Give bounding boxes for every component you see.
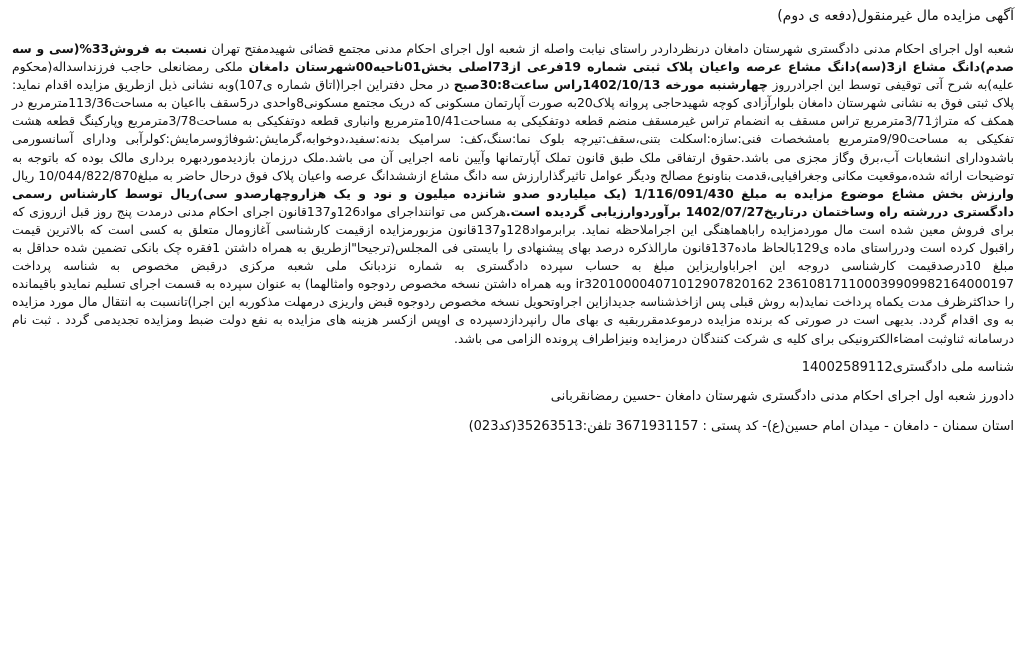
body-auction-date: چهارشنبه مورخه 1402/10/13راس ساعت30:8صبح [453,77,768,93]
body-owner: ملکی رمضانعلی حاجب فرزنداسداله(محکوم علیه)به شرح آتی توقیفی توسط این اجرادرروز [12,59,1014,93]
body-conditions: هرکس می تواننداجرای مواد126و137قانون اجرای احکام مدنی درمدت پنج روز قبل ازروزی که برای فروش معین شده است مال موردمزایده راباهماهنگی این اجراملاحظه نماید. برابرمواد128و137قانون مزبورمزایده ازقیمت کارشناسی آغازومال متعلق به کسی است که بالاترین قیمت راقبول کرده است ودرراستای ماده ی129بالحاظ ماده137قانون مارالذکره درصد بهای پیشنهادی را بایستی فی المجلس(ترجیحا"ازطریق به همراه داشتن 1فقره چک بانکی تضمین شده حداقل به مبلغ 10درصدقیمت کارشناسی دروجه این اجراباواریزاین مبلغ به حساب سپرده دادگستری به شماره نزدبانک ملی شعبه مرکزی درقبض مخصوص به شناسه پرداخت 236108171100039909982164000197 ir320100004071012907820162 وبه همراه داشتن نسخه مخصوص ردوجوه وامثالهما) به عنوان سپرده به قسمت اجرای تسلیم نمایدو باقیمانده را حداکثرظرف مدت یکماه پرداخت نماید(به روش قبلی پس ازاخذشناسه جدیدازاین اجراوتحویل نسخه مخصوص ردوجوه قبض واریزی درمهلت مذکوربه این اجرا)تانسبت به انتقال مال مورد مزایده به وی اقدام گردد. بدیهی است در صورتی که برنده مزایده درموعدمقرربقیه ی بهای مال رانپردازدسپرده ی اوپس ازکسر هزینه های مزایده به نفع دولت ضبط ومزایده تجدیدمی گردد . ثبت نام درسامانه ثناوثبت امضاءالکترونیکی برای کلیه ی شرکت کنندگان درمزایده ونیزاطراف پرونده الزامی می باشد. [12,203,1014,346]
body-share-description: نسبت به فروش33%(سی و سه صدم)دانگ مشاع از3(سه)دانگ مشاع عرصه واعیان پلاک ثبتی شماره 19فرعی از73اصلی بخش01ناحیه00شهرستان دامغان [12,41,1014,75]
body-property-details: در محل دفتراین اجرا(اتاق شماره ی107)وبه نشانی ذیل ازطریق مزایده اقدام نماید: پلاک ثبتی فوق به نشانی شهرستان دامغان بلوارآزادی کوچه شهیدحاجی پروانه پلاک20به صورت آپارتمان مسکونی که دریک مجتمع مسکونی8واحدی در5سقف بااعیان به مساحت113/36مترمربع در همکف که متراژ3/71مترمربع تراس مسقف به انضمام تراس غیرمسقف منضم قطعه دوتفکیکی به مساحت10/41مترمربع وانباری قطعه دوتفکیکی به مساحت3/78مترمربع وپارکینگ قطعه هشت تفکیکی به مساحت9/90مترمربع بامشخصات فنی:سازه:اسکلت بتنی،سقف:تیرچه بلوک نما:سنگ،کف: سرامیک بدنه:سفید،دوخوابه،گرمایش:شوفاژوسرمایش:کولرآبی ودارای آسانسورمی باشدودارای انشعابات آب،برق وگاز مجزی می باشد.حقوق ارتفاقی ملک طبق قانون تملک آپارتمانها وآیین نامه اجرایی آن می باشد.ملک درزمان بازدیدموردبهره برداری مالک بوده که باتوجه به توضیحات ارائه شده،موقعیت مکانی وجغرافیایی،قدمت بناونوع مصالح ودیگر عوامل تاثیرگذارارزش سه دانگ مشاع ازششدانگ عرصه واعیان پلاک فوق درحال حاضر به مبلغ10/044/822/870 ریال [12,77,1015,183]
address-line: استان سمنان - دامغان - میدان امام حسین(ع)- کد پستی : 3671931157 تلفن:35263513(کد023) [468,418,1014,434]
notice-title: آگهی مزایده مال غیرمنقول(دفعه ی دوم) [777,8,1014,24]
national-id: شناسه ملی دادگستری14002589112 [801,359,1014,375]
notice-body [12,40,1014,348]
body-intro: شعبه اول اجرای احکام مدنی دادگستری شهرستان دامغان درنظرداردر راستای نیابت واصله از شعبه اول اجرای احکام مدنی مجتمع قضائی شهیدمفتح تهران [206,41,1015,56]
signature-line: دادورز شعبه اول اجرای احکام مدنی دادگستری شهرستان دامغان -حسین رمضانقربانی [550,388,1014,404]
body-valuation: وارزش بخش مشاع موضوع مزایده به مبلغ 1/116/091/430 (یک میلیاردو صدو شانزده میلیون و نود و یک هزاروچهارصدو سی)ریال توسط کارشناس رسمی دادگستری دررشته راه وساختمان درتاریخ1402/07/27 برآوردوارزیابی گردیده است. [12,185,1014,219]
